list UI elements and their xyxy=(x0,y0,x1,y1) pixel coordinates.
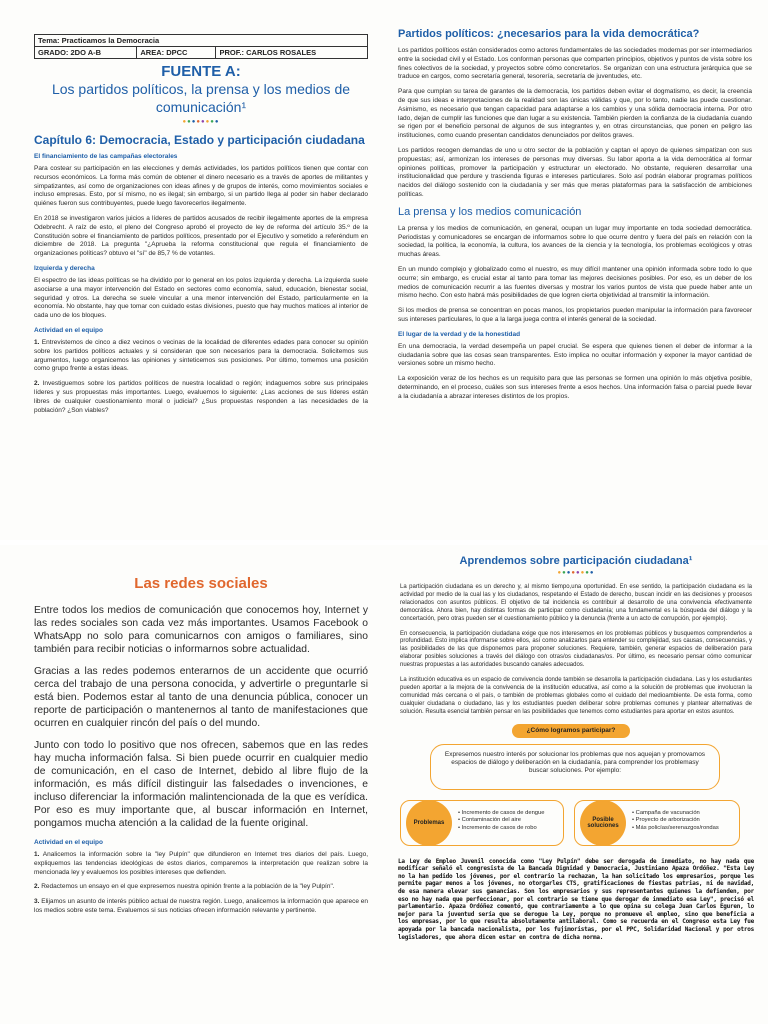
problems-circle xyxy=(406,800,452,846)
page-redes-sociales xyxy=(0,545,386,1024)
page-participacion-ciudadana xyxy=(386,545,768,1024)
activity-number: 3. xyxy=(34,898,40,906)
subheading-actividad: Actividad en el equipo xyxy=(34,839,103,846)
fuente-title-line2: comunicación¹ xyxy=(155,99,247,115)
section-title-redes: Las redes sociales xyxy=(134,575,268,592)
activity-item xyxy=(34,898,368,916)
activity-text: Analicemos la información sobre la "ley Pulpín" que difundieron en Internet tres diarios del país. Luego, expliquemos las tendencias ideológicas de estos diarios, comparemos la interpretación que realizan sobre la mencionada ley y evaluemos los posibles intereses que defienden. xyxy=(34,851,368,876)
paragraph: Los partidos políticos están considerados como actores fundamentales de las sociedades modernas por ser intermediarios entre la sociedad civil y el Estado. Los conforman personas que comparten principios, objetivos y puntos de vista sobre los fines colectivos de la sociedad, y proyectos sobre cómo concretarlos. Se organizan con una estructura jerárquica que se traduce en cargos, como secretaría general, tesorería, secretaría de juventudes, etc. xyxy=(398,47,752,81)
fuente-label: FUENTE A: xyxy=(161,63,241,80)
activity-text: Investiguemos sobre los partidos políticos de nuestra localidad o región; indaguemos sobre sus principales líderes y sus propuestas más importantes. Luego, evaluemos lo siguiente: ¿Las acciones de sus líderes están libres de cualquier cuestionamiento moral o judicial? ¿Sus propuestas responden a las necesidades de la población? ¿Son viables? xyxy=(34,380,368,414)
solutions-circle xyxy=(580,800,626,846)
header-area: AREA: DPCC xyxy=(137,47,216,59)
paragraph: Gracias a las redes podemos enterarnos de un accidente que ocurrió cerca del trabajo de una persona conocida, y advertirle o preguntarle si está bien. Podemos estar al tanto de una denuncia pública, conocer un reporte de participación o mantenernos al tanto de manifestaciones que ocurren en cualquier rincón del país o del mundo. xyxy=(34,666,368,729)
activity-text: Redactemos un ensayo en el que expresemos nuestra opinión frente a la población de la "ley Pulpín". xyxy=(39,883,335,891)
paragraph: En un mundo complejo y globalizado como el nuestro, es muy difícil mantener una opinión informada sobre todo lo que ocurre; sin embargo, es crucial estar al tanto para tomar las mejores decisiones posibles. Por eso, es un deber de los medios de comunicación recurrir a las fuentes diversas y mostrar los varios puntos de vista que puede haber ante un mismo hecho. Con esto habrá más posibilidades de que logren cierta objetividad al transmitir la información. xyxy=(398,265,752,300)
activity-number: 1. xyxy=(34,851,40,858)
paragraph: Si los medios de prensa se concentran en pocas manos, los propietarios pueden manipular la información para favorecer sus intereses particulares, lo que a la larga juega contra el interés general de la sociedad. xyxy=(398,307,752,323)
solution-item: • Proyecto de arborización xyxy=(632,817,719,825)
subheading-izquierda-derecha: Izquierda y derecha xyxy=(34,264,95,272)
activity-item xyxy=(34,851,368,877)
solution-item: • Campaña de vacunación xyxy=(632,810,719,818)
diagram-question: ¿Cómo logramos participar? xyxy=(512,724,630,738)
page-partidos-prensa xyxy=(386,0,768,540)
paragraph: La exposición veraz de los hechos es un requisito para que las personas se formen una opinión lo más objetiva posible, determinando, en el proceso, cuáles son sus intereses frente a esos hechos. Una información falsa o parcial puede llevar a la ciudadanía a abrazar intereses distintos de los propios. xyxy=(398,375,752,400)
decorative-dots: ●●●●●●●● xyxy=(182,119,220,125)
header-prof: PROF.: CARLOS ROSALES xyxy=(216,47,368,59)
decorative-dots: ●●●●●●●● xyxy=(557,570,595,576)
activity-text: Elijamos un asunto de interés público actual de nuestra región. Luego, analicemos la información que aparece en los medios sobre este tema. Evaluemos si sus noticias ofrecen información relevante y pertinente. xyxy=(34,898,368,914)
section-title-prensa: La prensa y los medios comunicación xyxy=(398,205,582,218)
paragraph: Entre todos los medios de comunicación que conocemos hoy, Internet y las redes sociales son cada vez más importantes. Usamos Facebook o WhatsApp no solo para comunicarnos con amigos o familiares, sino también para recibir noticias o informarnos sobre actualidad. xyxy=(34,605,368,655)
fuente-title-line1: Los partidos políticos, la prensa y los medios de xyxy=(51,81,351,97)
activity-item xyxy=(34,883,368,892)
participation-diagram xyxy=(394,724,758,852)
solutions-label: Posible soluciones xyxy=(587,816,619,829)
subheading-actividad: Actividad en el equipo xyxy=(34,326,103,334)
header-grado: GRADO: 2DO A-B xyxy=(35,47,137,59)
paragraph: La institución educativa es un espacio de convivencia donde también se desarrolla la participación ciudadana. Las y los estudiantes pueden aportar a la mejora de la convivencia de la institución educativa, así como a la solución de problemas que involucran la comunidad más cercana o el país, o también de problemas globales como el cuidado del medioambiente. De esta forma, como cualquier ciudadana o ciudadano, las y los estudiantes pueden deliberar sobre problemas comunes y plantear alternativas de solución. Resulta esencial también pensar en las posibilidades que tenemos como estudiantes para aportar en estos asuntos. xyxy=(400,677,752,715)
section-title-partidos: Partidos políticos: ¿necesarios para la vida democrática? xyxy=(398,28,700,40)
problem-item: • Incremento de casos de dengue xyxy=(458,810,544,818)
section-title-participacion: Aprendemos sobre participación ciudadana¹ xyxy=(459,555,693,567)
problems-label: Problemas xyxy=(413,819,445,826)
solution-item: • Más policías/serenazgos/rondas xyxy=(632,825,719,833)
subheading-verdad: El lugar de la verdad y de la honestidad xyxy=(398,330,521,338)
diagram-box: Expresemos nuestro interés por solucionar los problemas que nos aquejan y promovamos espacios de diálogo y deliberación en la ciudadanía, para comprender los problemasy buscar soluciones. Por ejemplo: xyxy=(430,744,720,790)
paragraph: Para costear su participación en las elecciones y demás actividades, los partidos políticos tienen que contar con recursos económicos. La forma más común de obtener el dinero necesario es a través de aportes de militantes y simpatizantes, así como de organizaciones con ideas afines y de grupos de interés, como movimientos sociales e incluso empresas. Esto, por sí mismo, no es ilegal; sin embargo, si un partido llega al poder sin haber declarado quiénes fueron sus contribuyentes, puede luego favorecerlos ilegalmente. xyxy=(34,165,368,208)
paragraph: La prensa y los medios de comunicación, en general, ocupan un lugar muy importante en toda sociedad democrática. Periodistas y comunicadores se encargan de informarnos sobre lo que ocurre dentro y fuera del país en relación con la sociedad, la política, la economía, la cultura, los avances de la ciencia y la tecnología, los problemas ecológicos y otras muchas áreas. xyxy=(398,224,752,259)
paragraph: El espectro de las ideas políticas se ha dividido por lo general en los polos izquierda y derecha. La izquierda suele asociarse a una mayor intervención del Estado en sectores como economía, salud, educación, bienestar social, seguridad y otros. La derecha se suele vincular a una menor intervención del Estado, particularmente en la economía. No obstante, hay que tomar con cuidado estas divisiones, puesto que hay muchos matices al interior de cada uno de los bloques. xyxy=(34,276,368,320)
paragraph: En consecuencia, la participación ciudadana exige que nos interesemos en los problemas públicos y busquemos comprenderlos a profundidad. Esto implica informarse sobre ellos, así como analizarlos para entender su complejidad, sus causas, consecuencias, y las posibilidades de las que disponemos para proponer soluciones. Requiere, también, generar espacios de deliberación para elaborar posibles soluciones a través del diálogo con otras/os ciudadanas/os. Por último, es necesario pensar cómo comunicar nuestras propuestas a las autoridades buscando canales adecuados. xyxy=(400,630,752,669)
paragraph: En 2018 se investigaron varios juicios a líderes de partidos acusados de recibir ilegalmente aportes de la empresa Odebrecht. A raíz de esto, el pleno del Congreso aprobó el proyecto de ley de reforma del artículo 35.º de la Constitución sobre el financiamiento de partidos políticos, presentado por el Ejecutivo y sometido a referéndum en diciembre de 2018. La pregunta "¿Aprueba la reforma constitucional que regula el financiamiento de organizaciones políticas? obtuvo el "sí" de 85,7 % de votantes. xyxy=(34,214,368,258)
ley-pulpin-clipping: La Ley de Empleo Juvenil conocida como "Ley Pulpín" debe ser derogada de inmediato, no hay nada que modificar señaló el congresista de la Bancada Dignidad y Democracia, Justiniano Apaza Ordóñez. "Esta Ley no la han pedido los jóvenes, por el contrario la rechazan, la han solicitado los empresarios, porque les permite pagar menos a los jóvenes, no otorgarles CTS, gratificaciones de fiestas patrias, ni de navidad, de esa manera elevar sus ganancias. Son los empresarios y sus representantes quienes la defienden, por eso no hay nada que perfeccionar, por el contrario se tiene que derogar de inmediato esa Ley", precisó el parlamentario. Apaza Ordóñez comentó, que contrariamente a lo que opina su colega Juan Carlos Eguren, lo mejor para la juventud sería que se derogue la Ley, porque no promueve el empleo, sino que beneficia a los empresas, por lo que resulta absolutamente antilaboral. Como se recuerda en el Congreso esta Ley fue apoyada por la bancada nacionalista, por los fujimoristas, por el PPC, Solidaridad Nacional y por otros legisladores, que ahora dicen estar en contra de dicha norma. xyxy=(398,857,754,941)
paragraph: Junto con todo lo positivo que nos ofrecen, sabemos que en las redes hay mucha información falsa. Si bien puede ocurrir en cualquier medio de comunicación, en el caso de Internet, debido al libre flujo de la información, es más difícil distinguir las falsedades o invenciones, e incluso diferenciar la información malintencionada de la que es verídica. Por eso es muy importante que, al buscar información en Internet, pongamos mucha atención a la calidad de la fuente original. xyxy=(34,740,368,829)
paragraph: La participación ciudadana es un derecho y, al mismo tiempo,una oportunidad. En ese sentido, la participación ciudadana es la actividad por medio de la cual las y los ciudadanos, respetando el Estado de derecho, buscan incidir en las decisiones y procesos relacionados con asuntos públicos. El objetivo de tal incidencia es contribuir al desarrollo de una convivencia efectivamente democrática. Ahora bien, hay distintas formas de participar como ciudadanía; una fundamental es la búsqueda del diálogo y la concertación, pero otras pueden ser el cuestionamiento público y la denuncia (frente a un acto de corrupción, por ejemplo). xyxy=(400,584,752,622)
paragraph: Para que cumplan su tarea de garantes de la democracia, los partidos deben evitar el dogmatismo, es decir, la creencia de que sus ideas e interpretaciones de la realidad son las únicas válidas y que, por lo tanto, nadie las puede cuestionar. Asimismo, es necesario que tengan capacidad para adaptarse a los cambios y una sólida democracia interna. Por otro lado, dejan de cumplir las funciones que dan lugar a su existencia. También pierden la confianza de la ciudadanía cuando se rigen por el beneficio personal de algunos de sus integrantes y, en otras circunstancias, que ponen en peligro las instituciones, como cuando presentan candidatos denunciados por delitos graves. xyxy=(398,88,752,140)
activity-item xyxy=(34,380,368,415)
problem-item: • Contaminación del aire xyxy=(458,817,544,825)
header-tema: Tema: Practicamos la Democracia xyxy=(35,35,368,47)
header-table xyxy=(34,34,368,59)
activity-number: 1. xyxy=(34,338,40,346)
activity-text: Entrevistemos de cinco a diez vecinos o vecinas de la localidad de diferentes edades para conocer su opinión sobre los partidos políticos actuales y si consideran que son necesarios para la democracia. Solicitemos sus argumentos, luego organicemos las opiniones y sinteticemos sus posiciones. Por último, tomemos una posición como grupo frente a estas ideas. xyxy=(34,338,368,373)
page-fuente-a xyxy=(0,0,386,540)
paragraph: En una democracia, la verdad desempeña un papel crucial. Se espera que quienes tienen el deber de informar a la ciudadanía sobre que las cosas sean transparentes. Esto implica no ocultar información y exponer la mayor cantidad de versiones sobre un mismo hecho. xyxy=(398,342,752,368)
activity-item xyxy=(34,339,368,374)
activity-number: 2. xyxy=(34,380,40,388)
activity-number: 2. xyxy=(34,883,40,891)
problem-item: • Incremento de casos de robo xyxy=(458,825,544,833)
paragraph: Los partidos recogen demandas de uno u otro sector de la población y captan el apoyo de quienes simpatizan con sus propuestas; así, armonizan los intereses de personas muy diversas. Su labor aporta a la vida democrática al formar opiniones políticas, promover la participación y estructurar un electorado. No obstante, requieren desarrollar una institucionalidad que perdure y trascienda figuras e intereses particulares. Solo así podrán elaborar programas políticos nacidos del diálogo sostenido con la ciudadanía y ser más que meras plataformas para la satisfacción de ambiciones políticas. xyxy=(398,146,752,198)
chapter-title: Capítulo 6: Democracia, Estado y participación ciudadana xyxy=(34,133,365,147)
subheading-financiamiento: El financiamiento de las campañas electorales xyxy=(34,153,178,160)
solutions-list xyxy=(632,810,719,833)
problems-list xyxy=(458,810,544,833)
